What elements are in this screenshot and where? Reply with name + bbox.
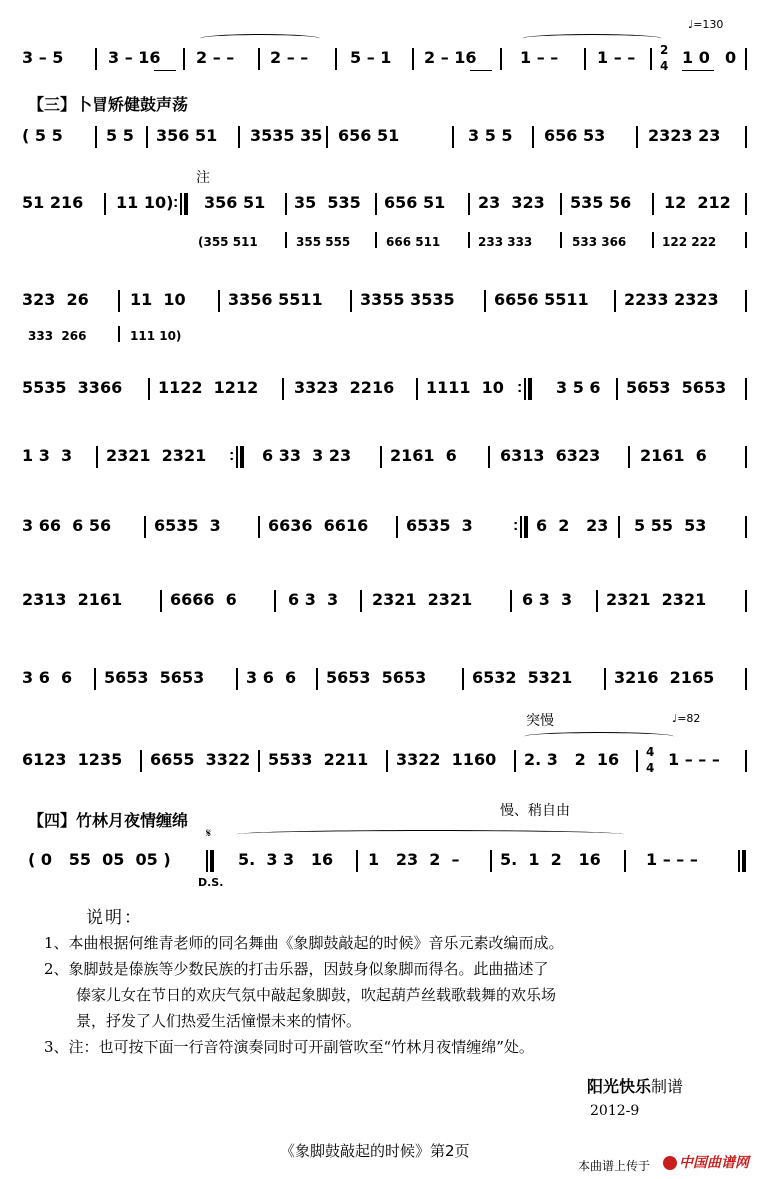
measure: 1 – – – (646, 850, 698, 869)
barline (144, 516, 146, 538)
measure: 12 212 (664, 193, 731, 212)
measure: 3 5 5 (468, 126, 513, 145)
measure: 656 51 (384, 193, 446, 212)
measure: ( 5 5 (22, 126, 63, 145)
repeat-barline (520, 516, 522, 538)
barline (745, 378, 747, 400)
measure: 5653 5653 (104, 668, 205, 687)
barline (350, 290, 352, 312)
barline (614, 290, 616, 312)
measure: 5653 5653 (326, 668, 427, 687)
barline (636, 750, 638, 772)
barline (274, 590, 276, 612)
credit (587, 1074, 683, 1097)
upload-text: 本曲谱上传于 (578, 1159, 651, 1173)
barline (148, 378, 150, 400)
annotation-zhu: 注 (196, 170, 210, 186)
barline (356, 850, 358, 872)
measure: 5 5 (106, 126, 134, 145)
measure: 2321 2321 (372, 590, 473, 609)
measure: 1122 1212 (158, 378, 259, 397)
measure: 2 – – (270, 48, 309, 67)
measure: 6666 6 (170, 590, 237, 609)
barline (386, 750, 388, 772)
measure: 1 23 2 – (368, 850, 460, 869)
tie-arc (522, 34, 662, 43)
segno-icon: 𝄋 (206, 826, 212, 840)
measure: 23 323 (478, 193, 545, 212)
barline (236, 668, 238, 690)
barline (510, 590, 512, 612)
measure: 1 3 3 (22, 446, 73, 465)
repeat-barline (180, 193, 182, 215)
underline (154, 70, 176, 71)
measure: 6636 6616 (268, 516, 369, 535)
measure: 5. 3 3 16 (238, 850, 334, 869)
measure: 5. 1 2 16 (500, 850, 601, 869)
measure: 35 535 (294, 193, 361, 212)
barline (604, 668, 606, 690)
time-sig-top: 4 (646, 745, 655, 759)
section-title-3: 【三】卜冒矫健鼓声荡 (28, 95, 189, 114)
barline (652, 193, 654, 215)
measure: 656 51 (338, 126, 400, 145)
barline (238, 126, 240, 148)
measure: 3 5 6 (556, 378, 601, 397)
barline (335, 48, 337, 70)
measure: 3322 1160 (396, 750, 497, 769)
measure: 1 0 (682, 48, 710, 67)
measure: 355 555 (296, 235, 351, 249)
barline (514, 750, 516, 772)
barline (285, 232, 287, 248)
barline (616, 378, 618, 400)
measure: 11 10 (130, 290, 186, 309)
tie-arc (200, 34, 320, 43)
note-item: 2、象脚鼓是傣族等少数民族的打击乐器，因鼓身似象脚而得名。此曲描述了 (44, 960, 549, 978)
barline (652, 232, 654, 248)
measure: 3323 2216 (294, 378, 395, 397)
measure: 0 (725, 48, 737, 67)
barline (560, 193, 562, 215)
barline (96, 446, 98, 468)
note-item: 景，抒发了人们热爱生活憧憬未来的情怀。 (76, 1012, 362, 1030)
barline (745, 290, 747, 312)
barline (745, 48, 747, 70)
site-logo-text: 中国曲谱网 (679, 1155, 749, 1171)
barline (396, 516, 398, 538)
barline (745, 126, 747, 148)
measure: 2 – 16 (424, 48, 477, 67)
measure: 3 – 5 (22, 48, 64, 67)
barline (140, 750, 142, 772)
barline (532, 126, 534, 148)
annotation-tuman: 突慢 (526, 713, 554, 729)
measure: 6123 1235 (22, 750, 123, 769)
tie-arc (524, 732, 674, 741)
barline (375, 232, 377, 248)
measure: 5533 2211 (268, 750, 369, 769)
barline (183, 48, 185, 70)
barline (618, 516, 620, 538)
barline (146, 126, 148, 148)
measure: 3 6 6 (22, 668, 73, 687)
measure: 2323 23 (648, 126, 721, 145)
barline (560, 232, 562, 248)
measure: 2 – – (196, 48, 235, 67)
double-barline (206, 850, 208, 872)
barline (412, 48, 414, 70)
barline (285, 193, 287, 215)
measure: 1 – – – (668, 750, 720, 769)
measure: 323 26 (22, 290, 89, 309)
measure: 3216 2165 (614, 668, 715, 687)
barline (375, 193, 377, 215)
underline (470, 70, 492, 71)
barline (468, 232, 470, 248)
final-barline (738, 850, 740, 872)
barline (745, 446, 747, 468)
measure: 111 10) (130, 329, 182, 343)
measure: 533 366 (572, 235, 627, 249)
measure: 6 33 3 23 (262, 446, 352, 465)
measure: 3535 35 (250, 126, 323, 145)
measure: 1 – – (597, 48, 636, 67)
time-sig-bottom: 4 (646, 761, 655, 775)
logo-icon (663, 1156, 677, 1170)
measure: 51 216 (22, 193, 84, 212)
barline (745, 750, 747, 772)
barline (462, 668, 464, 690)
barline (745, 232, 747, 248)
barline (95, 126, 97, 148)
date: 2012-9 (590, 1103, 640, 1119)
note-item: 傣家儿女在节日的欢庆气氛中敲起象脚鼓，吹起葫芦丝载歌载舞的欢乐场 (76, 986, 557, 1004)
measure: 535 56 (570, 193, 632, 212)
tie-arc (236, 830, 624, 839)
barline (628, 446, 630, 468)
measure: 2233 2323 (624, 290, 719, 309)
barline (745, 516, 747, 538)
barline (484, 290, 486, 312)
measure: 6 3 3 (288, 590, 339, 609)
measure: 6 3 3 (522, 590, 573, 609)
tempo-mark: ♩=82 (672, 712, 701, 725)
barline (636, 126, 638, 148)
barline (258, 516, 260, 538)
measure: 233 333 (478, 235, 533, 249)
measure: 2161 6 (640, 446, 707, 465)
barline (584, 48, 586, 70)
measure: 2321 2321 (106, 446, 207, 465)
barline (468, 193, 470, 215)
barline (160, 590, 162, 612)
measure: 5535 3366 (22, 378, 123, 397)
barline (258, 750, 260, 772)
barline (95, 48, 97, 70)
barline (745, 668, 747, 690)
barline (218, 290, 220, 312)
tempo-mark: ♩=130 (688, 18, 724, 31)
barline (490, 850, 492, 872)
repeat-barline (524, 378, 526, 400)
barline (596, 590, 598, 612)
barline (316, 668, 318, 690)
notes-heading: 说明： (86, 908, 143, 928)
measure: (355 511 (198, 235, 258, 249)
ds-mark: D.S. (198, 876, 224, 889)
measure: 2161 6 (390, 446, 457, 465)
barline (258, 48, 260, 70)
measure: 6535 3 (406, 516, 473, 535)
underline (682, 70, 714, 71)
measure: 6532 5321 (472, 668, 573, 687)
barline (380, 446, 382, 468)
measure: 5 55 53 (634, 516, 707, 535)
measure: 6535 3 (154, 516, 221, 535)
measure: 356 51 (204, 193, 266, 212)
barline (745, 590, 747, 612)
annotation-slow: 慢、稍自由 (500, 803, 570, 819)
credit-suffix: 制谱 (650, 1077, 683, 1096)
measure: 3355 3535 (360, 290, 455, 309)
barline (104, 193, 106, 215)
barline (118, 326, 120, 342)
measure: 6655 3322 (150, 750, 251, 769)
measure: 6656 5511 (494, 290, 589, 309)
page-footer: 《象脚鼓敲起的时候》第2页 (280, 1142, 470, 1160)
note-item: 1、本曲根据何维青老师的同名舞曲《象脚鼓敲起的时候》音乐元素改编而成。 (44, 934, 564, 952)
barline (650, 48, 652, 70)
measure: 11 10) (116, 193, 174, 212)
measure: 2313 2161 (22, 590, 123, 609)
time-sig-top: 2 (660, 43, 669, 57)
measure: 3356 5511 (228, 290, 323, 309)
barline (282, 378, 284, 400)
barline (452, 126, 454, 148)
time-sig-bottom: 4 (660, 59, 669, 73)
site-logo[interactable] (663, 1152, 749, 1172)
barline (416, 378, 418, 400)
measure: 6313 6323 (500, 446, 601, 465)
barline (326, 126, 328, 148)
measure: 3 – 16 (108, 48, 161, 67)
measure: 2. 3 2 16 (524, 750, 620, 769)
measure: 122 222 (662, 235, 717, 249)
measure: 2321 2321 (606, 590, 707, 609)
barline (118, 290, 120, 312)
measure: 1 – – (520, 48, 559, 67)
measure: 3 6 6 (246, 668, 297, 687)
section-title-4: 【四】竹林月夜情缠绵 (28, 811, 189, 830)
note-item: 3、注：也可按下面一行音符演奏同时可开副管吹至“竹林月夜情缠绵”处。 (44, 1038, 534, 1056)
barline (360, 590, 362, 612)
barline (94, 668, 96, 690)
measure: 656 53 (544, 126, 606, 145)
barline (624, 850, 626, 872)
measure: 1111 10 (426, 378, 504, 397)
measure: ( 0 55 05 05 ) (28, 850, 171, 869)
measure: 3 66 6 56 (22, 516, 112, 535)
barline (745, 193, 747, 215)
measure: 5653 5653 (626, 378, 727, 397)
author-name: 阳光快乐 (586, 1077, 651, 1096)
measure: 6 2 23 (536, 516, 609, 535)
measure: 666 511 (386, 235, 441, 249)
measure: 356 51 (156, 126, 218, 145)
measure: 5 – 1 (350, 48, 392, 67)
repeat-barline (236, 446, 238, 468)
measure: 333 266 (28, 329, 87, 343)
barline (488, 446, 490, 468)
barline (500, 48, 502, 70)
